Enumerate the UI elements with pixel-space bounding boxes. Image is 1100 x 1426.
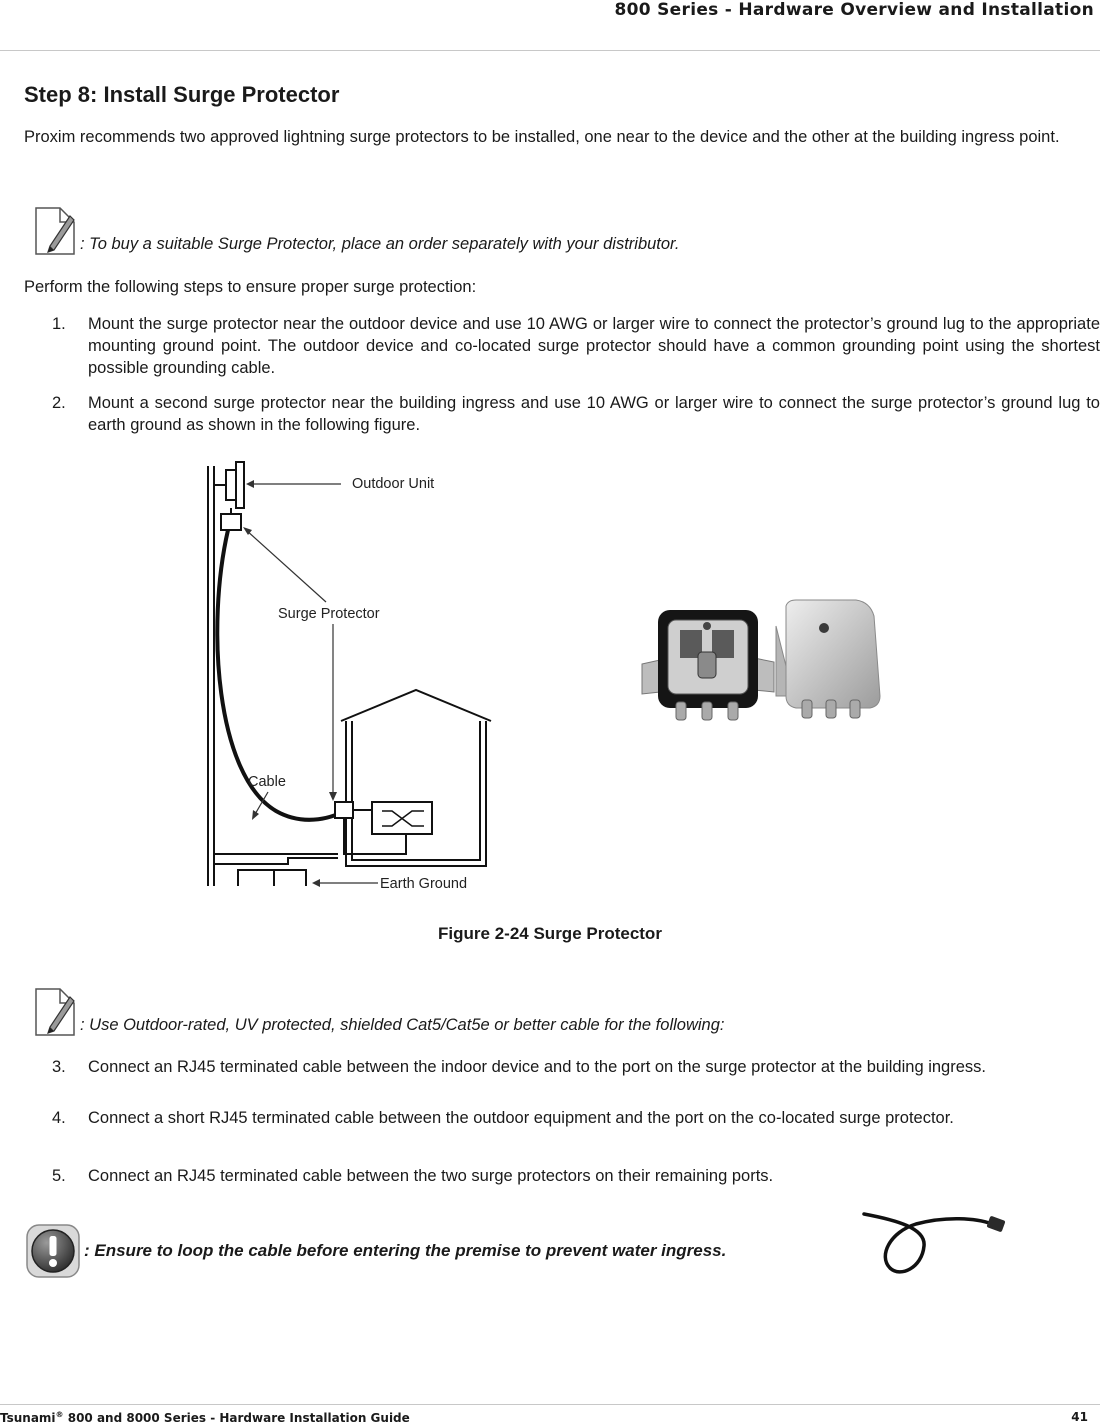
- cable-label: Cable: [248, 774, 286, 790]
- header-divider: [0, 50, 1100, 51]
- list-item: [52, 313, 1100, 379]
- list-text: Mount a second surge protector near the building ingress and use 10 AWG or larger wire to connect the surge protector’s ground lug to earth ground as shown in the following figure.: [88, 394, 1100, 434]
- outdoor-unit-label: Outdoor Unit: [352, 476, 435, 492]
- list-text: Connect an RJ45 terminated cable between the indoor device and to the port on the surge protector at the building ingress.: [88, 1058, 986, 1076]
- list-number: 1.: [52, 315, 66, 333]
- running-footer: [0, 1410, 410, 1425]
- figure-caption: Figure 2-24 Surge Protector: [438, 924, 662, 943]
- footer-brand: Tsunami: [0, 1411, 56, 1425]
- list-item: [52, 1165, 1100, 1187]
- registered-mark: ®: [55, 1410, 64, 1419]
- list-item: [52, 1056, 1100, 1078]
- list-number: 3.: [52, 1058, 66, 1076]
- earth-ground-label: Earth Ground: [380, 876, 468, 892]
- intro-paragraph: Proxim recommends two approved lightning surge protectors to be installed, one near to the device and the other at the building ingress point.: [24, 128, 1060, 146]
- note-text: : Use Outdoor-rated, UV protected, shielded Cat5/Cat5e or better cable for the following:: [80, 1016, 725, 1034]
- cable-loop-image: [856, 1206, 1016, 1286]
- warning-text: : Ensure to loop the cable before entering the premise to prevent water ingress.: [84, 1241, 727, 1260]
- list-text: Connect a short RJ45 terminated cable between the outdoor equipment and the port on the co-located surge protector.: [88, 1109, 954, 1127]
- list-text: Mount the surge protector near the outdoor device and use 10 AWG or larger wire to connect the protector’s ground lug to the appropriate mounting ground point. The outdoor device and co-located surge protector should have a common grounding point using the shortest possible grounding cable.: [88, 315, 1100, 377]
- section-title: Step 8: Install Surge Protector: [24, 82, 340, 107]
- perform-paragraph: Perform the following steps to ensure proper surge protection:: [24, 278, 477, 296]
- pencil-note-icon: [30, 983, 80, 1039]
- footer-divider: [0, 1404, 1100, 1405]
- running-header: 800 Series - Hardware Overview and Installation: [614, 0, 1094, 20]
- page-number: 41: [1071, 1410, 1088, 1424]
- note-text: : To buy a suitable Surge Protector, place an order separately with your distributor.: [80, 235, 680, 253]
- exclamation-warning-icon: [24, 1222, 82, 1280]
- list-item: [52, 1107, 1100, 1129]
- list-number: 5.: [52, 1167, 66, 1185]
- note-callout: [30, 983, 724, 1039]
- installation-diagram: [196, 456, 496, 896]
- list-number: 4.: [52, 1109, 66, 1127]
- list-item: [52, 392, 1100, 436]
- list-text: Connect an RJ45 terminated cable between the two surge protectors on their remaining ports.: [88, 1167, 774, 1185]
- list-number: 2.: [52, 394, 66, 412]
- pencil-note-icon: [30, 202, 80, 258]
- surge-protector-label: Surge Protector: [278, 606, 380, 622]
- surge-protector-photo: [636, 596, 886, 726]
- note-callout: [30, 202, 680, 258]
- warning-callout: [24, 1222, 726, 1280]
- footer-title: 800 and 8000 Series - Hardware Installation Guide: [63, 1411, 410, 1425]
